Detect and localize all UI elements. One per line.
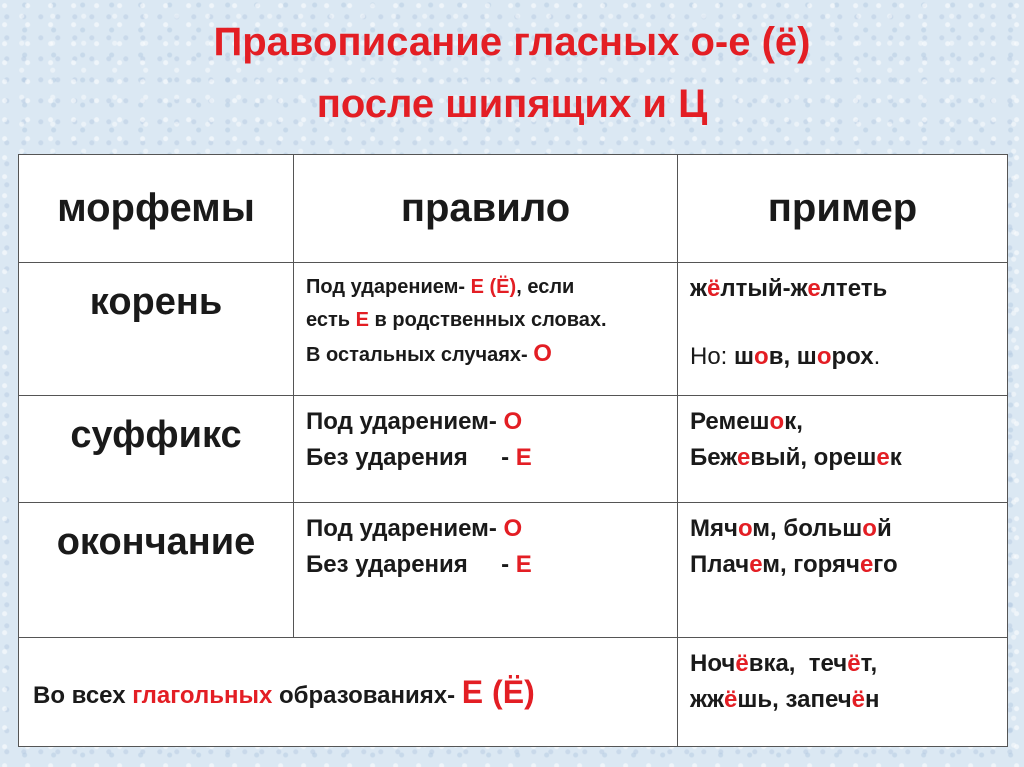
- header-row: [19, 155, 1008, 263]
- example-root-line-2: Но: шов, шорох.: [690, 343, 881, 370]
- header-example: пример: [678, 155, 1008, 263]
- rule-ending: [294, 503, 678, 638]
- rule-ending-line-2: Без ударения - Е: [306, 551, 532, 578]
- example-root-line-1: жёлтый-желтеть: [690, 275, 888, 302]
- rule-root-line-1: Под ударением- Е (Ё), если: [306, 276, 575, 298]
- example-suffix-line-1: Ремешок,: [690, 408, 803, 435]
- rule-suffix: [294, 396, 678, 503]
- morpheme-ending: окончание: [19, 503, 294, 638]
- morpheme-suffix: суффикс: [19, 396, 294, 503]
- table-row-verbal: [19, 638, 1008, 747]
- page-title-line-2: после шипящих и Ц: [316, 82, 708, 126]
- table-row-ending: [19, 503, 1008, 638]
- page-title-line-1: Правописание гласных о-е (ё): [213, 20, 811, 64]
- example-verbal-line-2: жжёшь, запечён: [690, 686, 880, 713]
- rule-suffix-line-2: Без ударения - Е: [306, 444, 532, 471]
- table-row-suffix: [19, 396, 1008, 503]
- table-row-root: [19, 263, 1008, 396]
- header-morphemes: морфемы: [19, 155, 294, 263]
- example-suffix: [678, 396, 1008, 503]
- example-ending: [678, 503, 1008, 638]
- example-suffix-line-2: Бежевый, орешек: [690, 444, 902, 471]
- rule-root: [294, 263, 678, 396]
- morpheme-root: корень: [19, 263, 294, 396]
- example-ending-line-1: Мячом, большой: [690, 515, 892, 542]
- example-ending-line-2: Плачем, горячего: [690, 551, 898, 578]
- rule-root-line-2: есть Е в родственных словах.: [306, 309, 607, 331]
- rules-table: [18, 154, 1008, 747]
- rule-root-line-3: В остальных случаях- О: [306, 340, 552, 367]
- example-verbal: [678, 638, 1008, 747]
- example-root: [678, 263, 1008, 396]
- header-rule: правило: [294, 155, 678, 263]
- rule-ending-line-1: Под ударением- О: [306, 515, 523, 542]
- rule-verbal: Во всех глагольных образованиях- Е (Ё): [19, 638, 678, 747]
- rule-suffix-line-1: Под ударением- О: [306, 408, 523, 435]
- example-verbal-line-1: Ночёвка, течёт,: [690, 650, 878, 677]
